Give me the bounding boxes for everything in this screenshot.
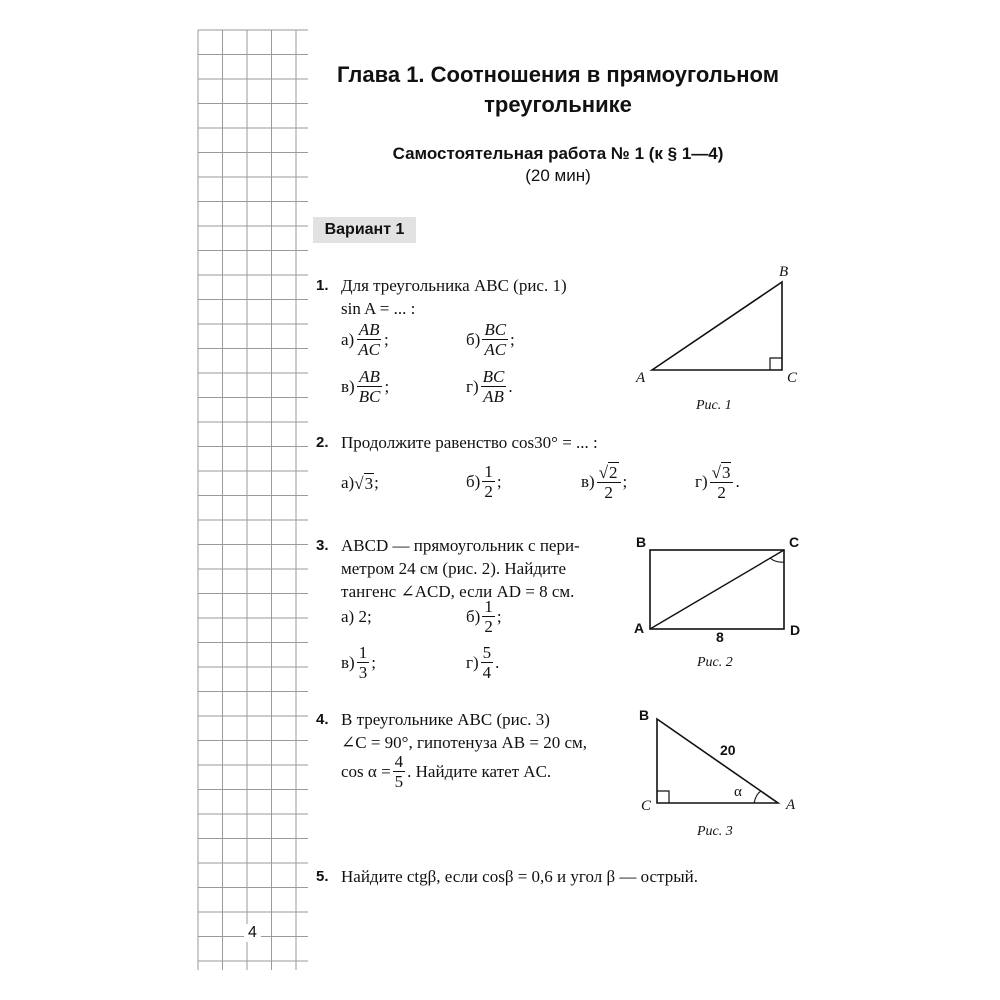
option-fraction	[482, 462, 495, 501]
fig1-label-b: B	[779, 264, 789, 280]
fraction-numerator: BC	[482, 367, 505, 386]
figure-1-triangle	[640, 270, 810, 390]
option-letter: б)	[466, 471, 481, 491]
task-3-option-b	[466, 597, 502, 636]
task-3-number: 3.	[316, 537, 329, 554]
task-3-line2: метром 24 см (рис. 2). Найдите	[341, 559, 567, 578]
task-4-question: . Найдите катет AC.	[407, 761, 552, 781]
option-letter: б)	[466, 606, 481, 626]
fraction-denominator: 3	[358, 663, 368, 682]
chapter-title-line2: треугольнике	[484, 92, 632, 117]
option-end: ;	[496, 471, 502, 491]
chapter-title-line1: Глава 1. Соотношения в прямоугольном	[337, 62, 779, 87]
sqrt-radicand: 2	[609, 463, 618, 482]
fig1-caption: Рис. 1	[696, 398, 732, 413]
cos-alpha-text: cos α =	[341, 761, 391, 781]
option-fraction	[482, 320, 508, 359]
fig3-label-a: A	[786, 797, 796, 813]
task-3-option-v	[341, 643, 376, 682]
fraction-numerator: 4	[394, 752, 404, 771]
fraction-denominator: 2	[717, 483, 726, 502]
task-1-option-b	[466, 320, 515, 359]
fraction-numerator	[597, 462, 621, 483]
task-2-option-a	[341, 462, 379, 504]
fig1-label-c: C	[787, 370, 798, 386]
fig1-label-a: A	[636, 370, 646, 386]
task-5-line1: Найдите ctgβ, если cosβ = 0,6 и угол β — острый.	[341, 867, 698, 886]
option-fraction	[710, 462, 734, 502]
task-3-option-g	[466, 643, 499, 682]
fraction-denominator: AB	[483, 387, 504, 406]
option-end: ;	[371, 652, 376, 672]
fig3-label-c: C	[641, 798, 652, 814]
option-fraction	[357, 643, 370, 682]
figure-3-triangle	[650, 712, 790, 812]
task-4-line3	[341, 752, 551, 791]
sqrt-sign: √	[711, 463, 721, 482]
fraction-numerator: AB	[358, 320, 380, 339]
sqrt-sign: √	[598, 463, 609, 482]
chapter-title	[318, 60, 798, 120]
work-title: Самостоятельная работа № 1 (к § 1—4)	[392, 144, 724, 163]
fig3-side-label: 20	[720, 742, 736, 758]
option-end: ;	[510, 329, 515, 349]
task-2-option-g	[695, 462, 740, 502]
task-2-option-v	[581, 462, 627, 502]
option-fraction	[482, 597, 495, 636]
right-angle-mark	[657, 791, 669, 803]
option-letter: а)	[341, 607, 355, 626]
fraction-denominator: 2	[604, 483, 613, 502]
fraction-denominator: 2	[484, 482, 493, 501]
triangle-shape	[657, 719, 778, 803]
task-1-option-g	[466, 367, 513, 406]
fraction-numerator: AB	[359, 367, 380, 386]
task-3-line3: тангенс ∠ACD, если AD = 8 см.	[341, 582, 575, 601]
task-4-line2: ∠C = 90°, гипотенуза AB = 20 см,	[341, 733, 588, 752]
option-sqrt	[354, 473, 374, 494]
option-end: ;	[366, 607, 372, 626]
fraction-denominator: 5	[394, 772, 404, 791]
option-end: .	[508, 376, 513, 396]
fraction-numerator: 1	[484, 462, 493, 481]
task-2-option-b	[466, 462, 502, 501]
option-end: ;	[622, 472, 628, 491]
fig2-label-a: A	[634, 620, 645, 636]
fraction-denominator: AC	[358, 340, 380, 359]
variant-badge: Вариант 1	[313, 217, 416, 243]
right-angle-mark	[770, 358, 782, 370]
option-letter: в)	[341, 652, 355, 672]
work-time: (20 мин)	[525, 166, 591, 185]
fig3-caption: Рис. 3	[697, 824, 733, 839]
option-fraction	[357, 367, 383, 406]
fraction-numerator	[710, 462, 734, 483]
fraction-numerator: 1	[358, 643, 368, 662]
option-value: 2	[358, 607, 367, 626]
task-3-option-a	[341, 607, 372, 627]
option-letter: г)	[695, 472, 708, 491]
figure-2-rectangle	[645, 545, 795, 635]
option-letter: в)	[341, 376, 355, 396]
option-end: .	[495, 652, 500, 672]
option-end: .	[735, 472, 740, 491]
fig3-label-b: B	[639, 707, 650, 723]
fig2-label-d: D	[790, 622, 801, 638]
option-letter: в)	[581, 472, 595, 491]
sqrt-sign: √	[354, 473, 364, 493]
fraction-numerator: 1	[484, 597, 493, 616]
diagonal-line	[650, 550, 784, 629]
option-letter: г)	[466, 376, 479, 396]
task-1-option-a	[341, 320, 389, 359]
fig2-side-label: 8	[716, 629, 724, 645]
triangle-shape	[652, 282, 782, 370]
option-fraction	[597, 462, 621, 502]
fig2-caption: Рис. 2	[697, 655, 733, 670]
fraction-denominator: 4	[482, 663, 492, 682]
task-4-number: 4.	[316, 711, 329, 728]
option-letter: а)	[341, 473, 355, 492]
fraction-numerator: 5	[482, 643, 492, 662]
fig3-angle-label: α	[734, 784, 742, 800]
option-letter: г)	[466, 652, 479, 672]
option-letter: б)	[466, 329, 481, 349]
task-1-option-v	[341, 367, 389, 406]
sqrt-radicand: 3	[721, 463, 731, 482]
fraction-denominator: BC	[358, 387, 381, 406]
option-fraction	[481, 643, 494, 682]
task-2-number: 2.	[316, 434, 329, 451]
option-letter: а)	[341, 329, 355, 349]
page-number: 4	[244, 924, 261, 942]
task-1-line1: Для треугольника ABC (рис. 1)	[341, 276, 567, 295]
task-2-line1: Продолжите равенство cos30° = ... :	[341, 433, 598, 452]
angle-arc	[770, 558, 784, 562]
fraction-denominator: 2	[484, 617, 493, 636]
sqrt-radicand: 3	[364, 473, 374, 493]
task-1-number: 1.	[316, 277, 329, 294]
fraction-denominator: AC	[484, 340, 507, 359]
task-1-line2: sin A = ... :	[341, 299, 416, 318]
fraction-numerator: BC	[484, 320, 507, 339]
option-end: ;	[384, 376, 390, 396]
task-5-number: 5.	[316, 868, 329, 885]
option-end: ;	[374, 473, 379, 492]
option-end: ;	[496, 606, 502, 626]
cos-fraction	[393, 752, 406, 791]
option-fraction	[481, 367, 507, 406]
fig2-label-b: B	[636, 534, 647, 550]
fig2-label-c: C	[789, 534, 800, 550]
option-fraction	[356, 320, 382, 359]
angle-arc	[754, 791, 761, 803]
task-3-line1: ABCD — прямоугольник с пери-	[341, 536, 580, 555]
option-end: ;	[383, 329, 389, 349]
task-4-line1: В треугольнике ABC (рис. 3)	[341, 710, 550, 729]
